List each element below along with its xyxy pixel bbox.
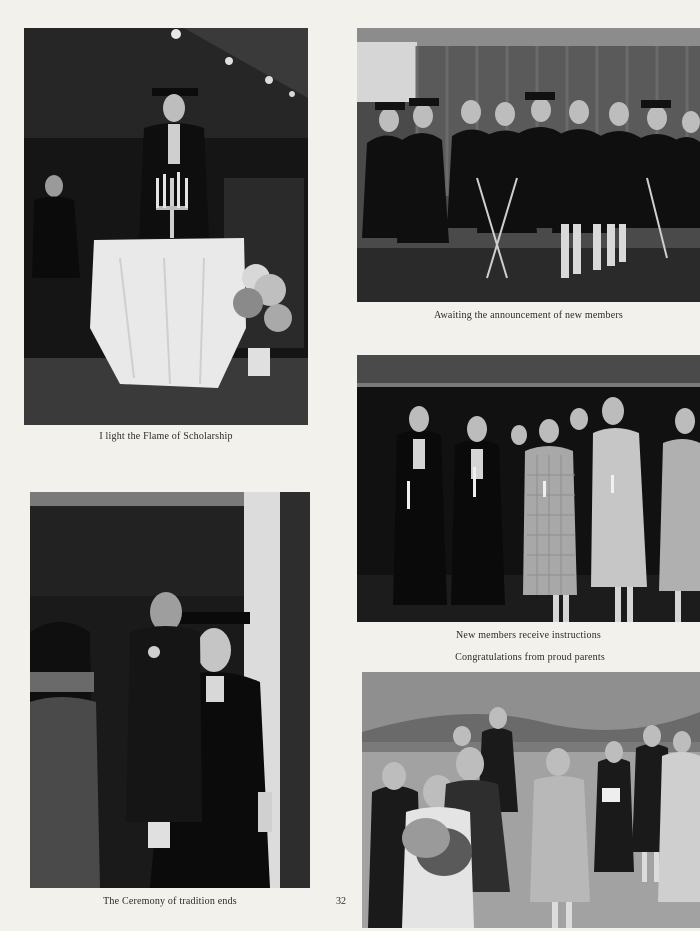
caption-parents: Congratulations from proud parents	[455, 652, 605, 663]
photo-awaiting-announcement	[357, 28, 700, 302]
caption-instructions: New members receive instructions	[456, 630, 601, 641]
caption-flame: I light the Flame of Scholarship	[99, 431, 233, 442]
photo-congratulations-parents	[362, 672, 700, 928]
caption-ceremony: The Ceremony of tradition ends	[103, 896, 237, 907]
caption-awaiting: Awaiting the announcement of new members	[434, 310, 623, 321]
page-number: 32	[336, 896, 346, 907]
photo-new-members-instructions	[357, 355, 700, 622]
photo-flame-of-scholarship	[24, 28, 308, 425]
photo-ceremony-ends	[30, 492, 310, 888]
